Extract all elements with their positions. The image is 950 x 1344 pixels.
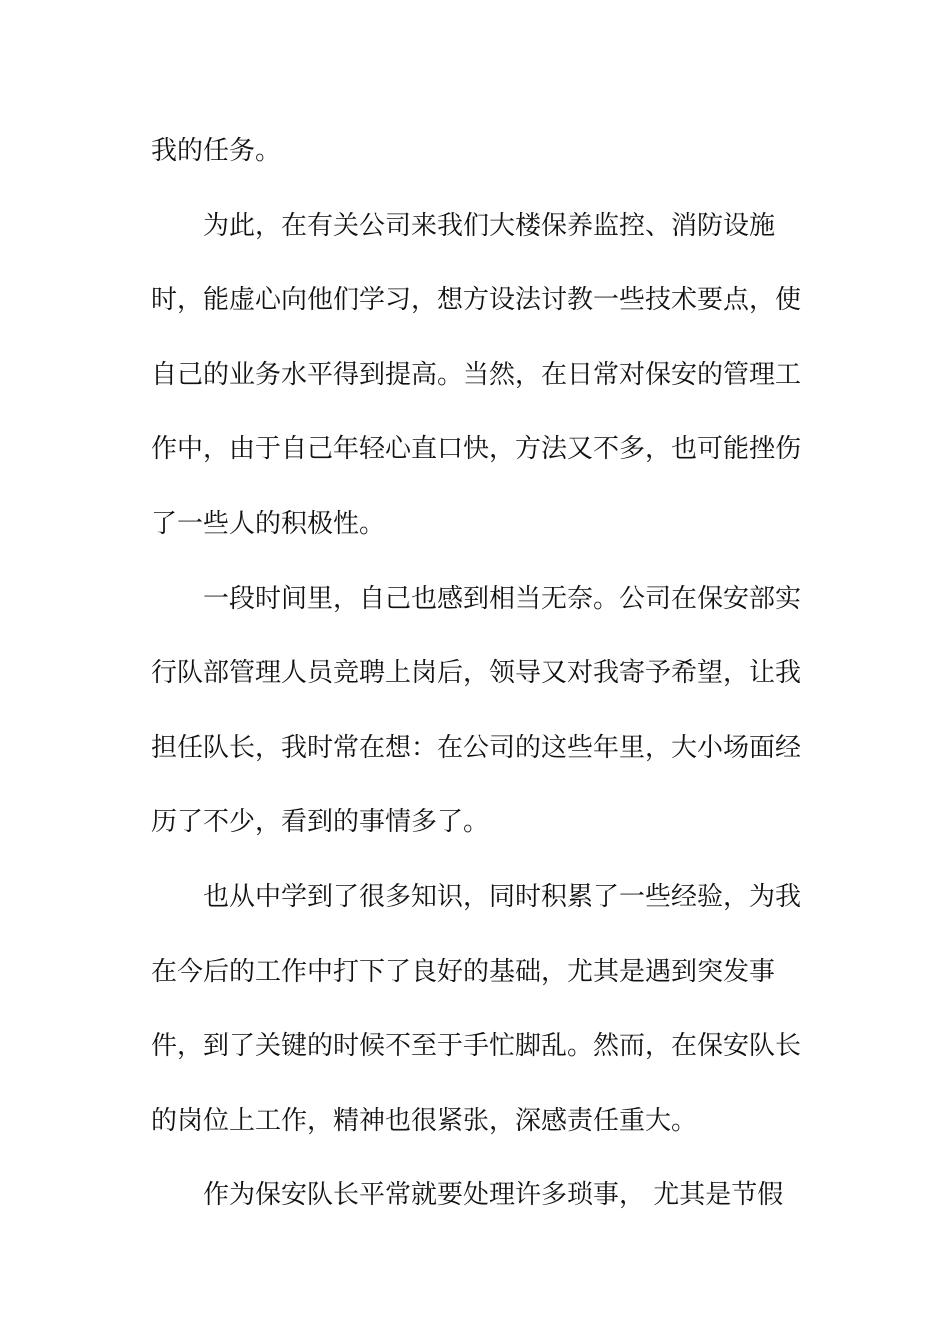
text-line: 件，到了关键的时候不至于手忙脚乱。然而，在保安队长 bbox=[151, 1031, 802, 1062]
text-line: 担任队长，我时常在想：在公司的这些年里，大小场面经 bbox=[151, 732, 802, 763]
paragraph-start-line: 为此，在有关公司来我们大楼保养监控、消防设施 bbox=[203, 210, 776, 241]
text-line: 时，能虚心向他们学习，想方设法讨教一些技术要点，使 bbox=[151, 285, 802, 316]
paragraph-start-line: 作为保安队长平常就要处理许多琐事， 尤其是节假 bbox=[203, 1180, 784, 1211]
text-line: 我的任务。 bbox=[151, 136, 282, 166]
text-line: 自己的业务水平得到提高。当然，在日常对保安的管理工 bbox=[151, 359, 802, 390]
body-text bbox=[151, 129, 811, 1248]
text-line: 的岗位上工作，精神也很紧张，深感责任重大。 bbox=[151, 1105, 698, 1136]
paragraph-start-line: 也从中学到了很多知识，同时积累了一些经验，为我 bbox=[203, 881, 802, 912]
text-line: 在今后的工作中打下了良好的基础，尤其是遇到突发事 bbox=[151, 956, 776, 987]
text-line: 了一些人的积极性。 bbox=[151, 508, 386, 539]
text-line: 作中，由于自己年轻心直口快，方法又不多，也可能挫伤 bbox=[151, 434, 802, 465]
text-line: 历了不少，看到的事情多了。 bbox=[151, 807, 490, 838]
paragraph-start-line: 一段时间里，自己也感到相当无奈。公司在保安部实 bbox=[203, 583, 802, 614]
text-line: 行队部管理人员竞聘上岗后，领导又对我寄予希望，让我 bbox=[151, 658, 802, 689]
